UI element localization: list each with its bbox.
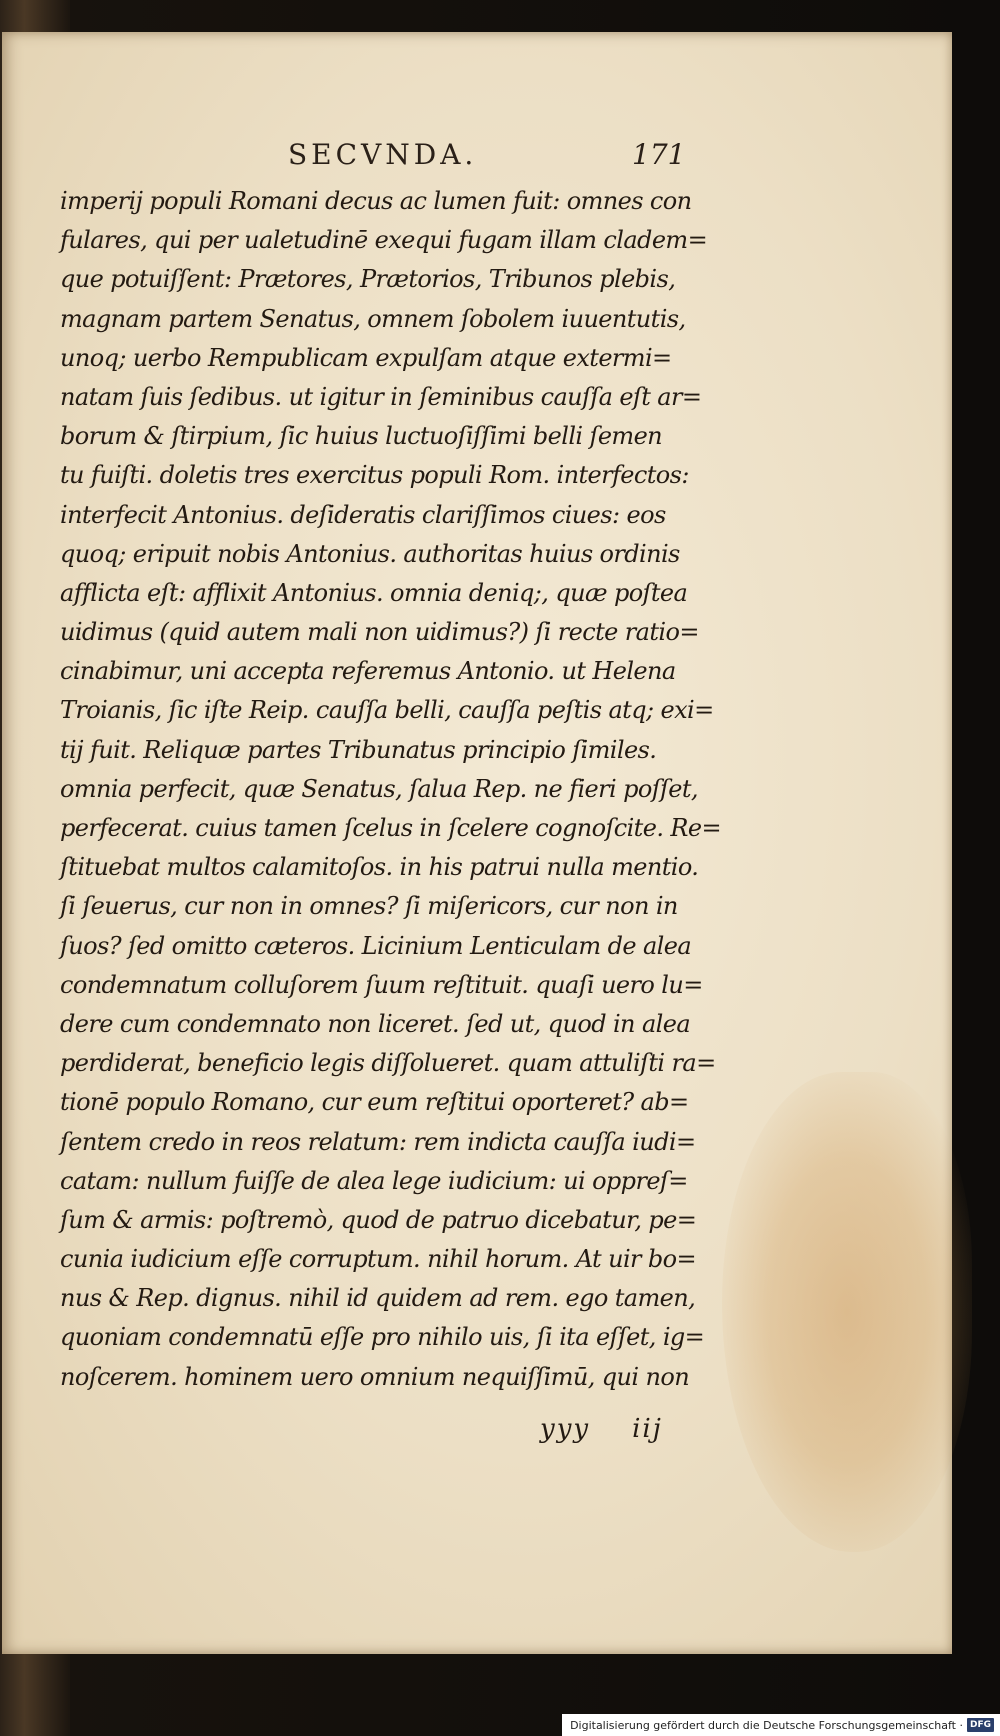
text-line: dere cum condemnato non liceret. ſed ut, quod in alea xyxy=(60,1009,691,1038)
text-line: uidimus (quid autem mali non uidimus?) ſi recte ratio= xyxy=(60,618,699,647)
credit-text: Digitalisierung gefördert durch die Deutsche Forschungsgemeinschaft · xyxy=(570,1718,963,1732)
running-head: SECVNDA. xyxy=(288,138,478,171)
text-line: interfecit Antonius. deſideratis clariſſimos ciues: eos xyxy=(60,500,666,529)
body-text xyxy=(60,182,760,1397)
text-line: unoq; uerbo Rempublicam expulſam atque extermi= xyxy=(60,343,672,372)
text-line: ſi ſeuerus, cur non in omnes? ſi miſericors, cur non in xyxy=(60,892,678,921)
text-line: quoniam condemnatū eſſe pro nihilo uis, ſi ita eſſet, ig= xyxy=(60,1323,705,1352)
text-line: cinabimur, uni accepta referemus Antonio. ut Helena xyxy=(60,657,676,686)
signature-number: iij xyxy=(632,1414,663,1444)
text-line: perfecerat. cuius tamen ſcelus in ſcelere cognoſcite. Re= xyxy=(60,814,721,842)
text-line: quoq; eripuit nobis Antonius. authoritas huius ordinis xyxy=(60,539,680,568)
text-line: ſuos? ſed omitto cæteros. Licinium Lenticulam de alea xyxy=(60,931,692,960)
page-header xyxy=(2,138,952,178)
signature-letters: yyy xyxy=(540,1414,591,1444)
text-line: Troianis, ſic iſte Reip. cauſſa belli, cauſſa peſtis atq; exi= xyxy=(60,696,714,725)
text-line: magnam partem Senatus, omnem ſobolem iuuentutis, xyxy=(60,304,686,333)
text-line: condemnatum colluſorem ſuum reſtituit. quaſi uero lu= xyxy=(60,970,703,999)
text-line: catam: nullum fuiſſe de alea lege iudicium: ui oppreſ= xyxy=(60,1166,688,1195)
digitization-credit xyxy=(562,1714,1000,1736)
page-number: 171 xyxy=(632,138,686,171)
text-line: omnia perfecit, quæ Senatus, ſalua Rep. ne fieri poſſet, xyxy=(60,774,698,803)
text-line: perdiderat, beneficio legis diſſolueret. quam attuliſti ra= xyxy=(60,1049,716,1078)
text-line: que potuiſſent: Prætores, Prætorios, Tribunos plebis, xyxy=(60,265,676,294)
text-line: borum & ſtirpium, ſic huius luctuoſiſſimi belli ſemen xyxy=(60,422,663,451)
signature-mark xyxy=(540,1414,705,1444)
text-line: ſtituebat multos calamitoſos. in his patrui nulla mentio. xyxy=(60,853,699,882)
text-line: afflicta eſt: afflixit Antonius. omnia deniq;, quæ poſtea xyxy=(60,578,688,607)
dfg-logo-icon: DFG xyxy=(967,1718,994,1732)
text-line: tu fuiſti. doletis tres exercitus populi Rom. interfectos: xyxy=(60,461,689,490)
text-line: ſum & armis: poſtremò, quod de patruo dicebatur, pe= xyxy=(60,1205,697,1234)
text-line: ſentem credo in reos relatum: rem indicta cauſſa iudi= xyxy=(60,1127,696,1156)
text-line: tionē populo Romano, cur eum reſtitui oporteret? ab= xyxy=(60,1088,689,1117)
text-line: tij fuit. Reliquæ partes Tribunatus principio ſimiles. xyxy=(60,735,657,764)
text-line: noſcerem. hominem uero omnium nequiſſimū, qui non xyxy=(60,1362,690,1391)
text-line: natam ſuis ſedibus. ut igitur in ſeminibus cauſſa eſt ar= xyxy=(60,382,702,411)
text-line: cunia iudicium eſſe corruptum. nihil horum. At uir bo= xyxy=(60,1245,697,1274)
text-line: nus & Rep. dignus. nihil id quidem ad rem. ego tamen, xyxy=(60,1284,696,1313)
text-line: fulares, qui per ualetudinē exequi fugam illam cladem= xyxy=(60,226,708,255)
text-line: imperij populi Romani decus ac lumen fuit: omnes con xyxy=(60,187,692,215)
